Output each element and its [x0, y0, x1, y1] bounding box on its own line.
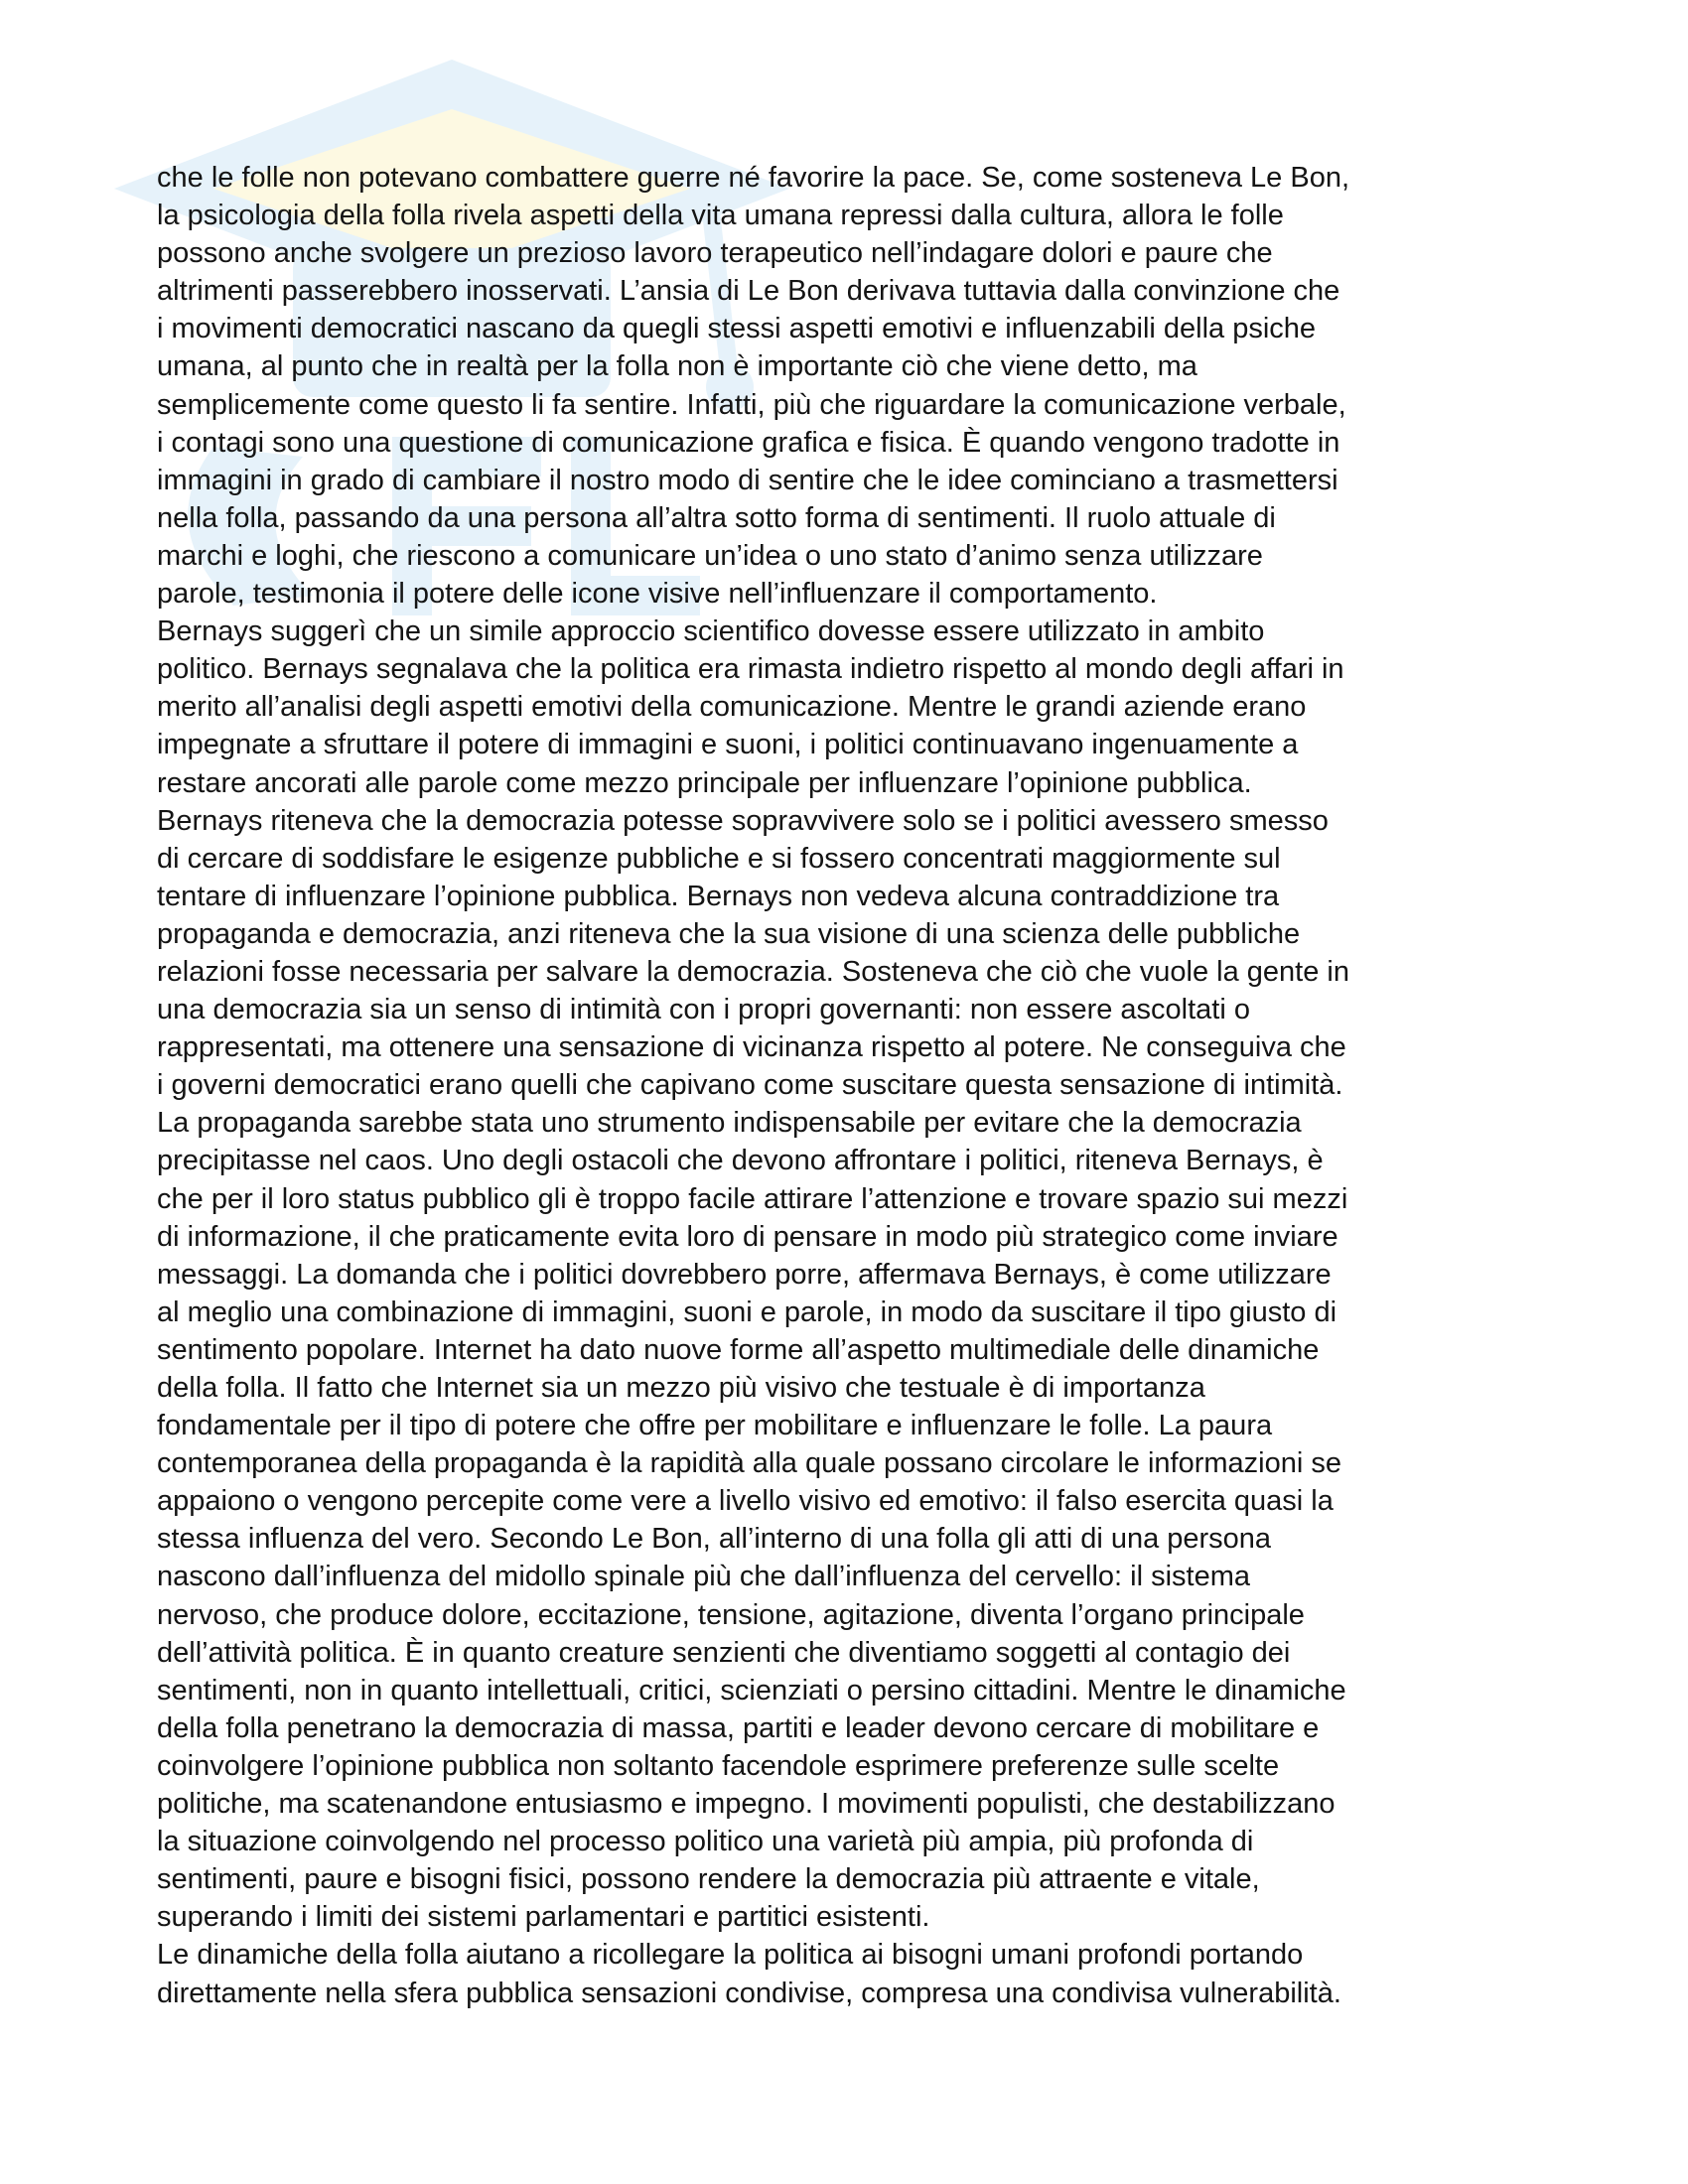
text-line: che per il loro status pubblico gli è troppo facile attirare l’attenzione e trovare spazio sui mezzi: [157, 1182, 1348, 1215]
text-line: della folla. Il fatto che Internet sia un mezzo più visivo che testuale è di importanza: [157, 1372, 1205, 1404]
text-line: di informazione, il che praticamente evita loro di pensare in modo più strategico come inviare: [157, 1220, 1338, 1253]
text-line: altrimenti passerebbero inosservati. L’ansia di Le Bon derivava tuttavia dalla convinzione che: [157, 275, 1340, 308]
text-line: nella folla, passando da una persona all’altra sotto forma di sentimenti. Il ruolo attuale di: [157, 501, 1276, 534]
text-line: messaggi. La domanda che i politici dovrebbero porre, affermava Bernays, è come utilizzare: [157, 1258, 1332, 1291]
text-line: sentimenti, non in quanto intellettuali, critici, scienziati o persino cittadini. Mentre le dinamiche: [157, 1674, 1346, 1706]
text-line: politiche, ma scatenandone entusiasmo e impegno. I movimenti populisti, che destabilizzano: [157, 1788, 1336, 1821]
text-line: che le folle non potevano combattere guerre né favorire la pace. Se, come sosteneva Le Bon,: [157, 162, 1350, 194]
text-line: politico. Bernays segnalava che la politica era rimasta indietro rispetto al mondo degli affari in: [157, 653, 1344, 686]
text-line: nervoso, che produce dolore, eccitazione, tensione, agitazione, diventa l’organo principale: [157, 1598, 1305, 1631]
text-line: immagini in grado di cambiare il nostro modo di sentire che le idee cominciano a trasmettersi: [157, 464, 1338, 496]
text-line: i movimenti democratici nascano da quegli stessi aspetti emotivi e influenzabili della psiche: [157, 313, 1317, 345]
text-line: marchi e loghi, che riescono a comunicare un’idea o uno stato d’animo senza utilizzare: [157, 539, 1263, 572]
text-line: i governi democratici erano quelli che capivano come suscitare questa sensazione di intimità.: [157, 1069, 1343, 1102]
document-page: [157, 159, 1527, 2012]
text-line: impegnate a sfruttare il potere di immagini e suoni, i politici continuavano ingenuamente a: [157, 729, 1299, 761]
text-line: semplicemente come questo li fa sentire. Infatti, più che riguardare la comunicazione verbale,: [157, 388, 1346, 421]
text-line: restare ancorati alle parole come mezzo principale per influenzare l’opinione pubblica.: [157, 766, 1252, 799]
text-line: appaiono o vengono percepite come vere a livello visivo ed emotivo: il falso esercita quasi la: [157, 1485, 1334, 1518]
text-line: coinvolgere l’opinione pubblica non soltanto facendole esprimere preferenze sulle scelte: [157, 1749, 1280, 1782]
text-line: dell’attività politica. È in quanto creature senzienti che diventiamo soggetti al contagio dei: [157, 1636, 1291, 1669]
text-line: Bernays suggerì che un simile approccio scientifico dovesse essere utilizzato in ambito: [157, 615, 1265, 648]
text-line: della folla penetrano la democrazia di massa, partiti e leader devono cercare di mobilitare e: [157, 1711, 1320, 1744]
text-line: direttamente nella sfera pubblica sensazioni condivise, compresa una condivisa vulnerabilità.: [157, 1977, 1341, 2009]
text-line: La propaganda sarebbe stata uno strumento indispensabile per evitare che la democrazia: [157, 1107, 1302, 1140]
text-line: umana, al punto che in realtà per la folla non è importante ciò che viene detto, ma: [157, 350, 1197, 383]
text-line: la psicologia della folla rivela aspetti della vita umana repressi dalla cultura, allora le folle: [157, 200, 1284, 232]
text-line: stessa influenza del vero. Secondo Le Bon, all’interno di una folla gli atti di una persona: [157, 1523, 1272, 1556]
text-line: di cercare di soddisfare le esigenze pubbliche e si fossero concentrati maggiormente sul: [157, 842, 1281, 875]
text-line: una democrazia sia un senso di intimità con i propri governanti: non essere ascoltati o: [157, 994, 1250, 1026]
text-line: Bernays riteneva che la democrazia potesse sopravvivere solo se i politici avessero smesso: [157, 804, 1329, 837]
text-line: Le dinamiche della folla aiutano a ricollegare la politica ai bisogni umani profondi portando: [157, 1939, 1304, 1972]
text-line: precipitasse nel caos. Uno degli ostacoli che devono affrontare i politici, riteneva Bernays, è: [157, 1145, 1324, 1177]
text-line: fondamentale per il tipo di potere che offre per mobilitare e influenzare le folle. La paura: [157, 1410, 1273, 1442]
text-line: nascono dall’influenza del midollo spinale più che dall’influenza del cervello: il sistema: [157, 1561, 1251, 1593]
text-line: rappresentati, ma ottenere una sensazione di vicinanza rispetto al potere. Ne conseguiva che: [157, 1031, 1346, 1064]
text-line: superando i limiti dei sistemi parlamentari e partitici esistenti.: [157, 1901, 930, 1934]
text-line: relazioni fosse necessaria per salvare la democrazia. Sosteneva che ciò che vuole la gente in: [157, 955, 1349, 988]
text-line: la situazione coinvolgendo nel processo politico una varietà più ampia, più profonda di: [157, 1826, 1254, 1858]
text-line: contemporanea della propaganda è la rapidità alla quale possano circolare le informazioni se: [157, 1447, 1341, 1480]
text-line: propaganda e democrazia, anzi riteneva che la sua visione di una scienza delle pubbliche: [157, 917, 1301, 950]
text-line: possono anche svolgere un prezioso lavoro terapeutico nell’indagare dolori e paure che: [157, 237, 1273, 270]
text-line: merito all’analisi degli aspetti emotivi della comunicazione. Mentre le grandi aziende erano: [157, 691, 1307, 724]
text-line: parole, testimonia il potere delle icone visive nell’influenzare il comportamento.: [157, 578, 1158, 611]
text-line: al meglio una combinazione di immagini, suoni e parole, in modo da suscitare il tipo giusto di: [157, 1296, 1337, 1328]
text-line: sentimenti, paure e bisogni fisici, possono rendere la democrazia più attraente e vitale,: [157, 1863, 1260, 1896]
text-line: sentimento popolare. Internet ha dato nuove forme all’aspetto multimediale delle dinamiche: [157, 1333, 1320, 1366]
text-line: tentare di influenzare l’opinione pubblica. Bernays non vedeva alcuna contraddizione tra: [157, 880, 1280, 912]
text-line: i contagi sono una questione di comunicazione grafica e fisica. È quando vengono tradotte in: [157, 426, 1340, 459]
